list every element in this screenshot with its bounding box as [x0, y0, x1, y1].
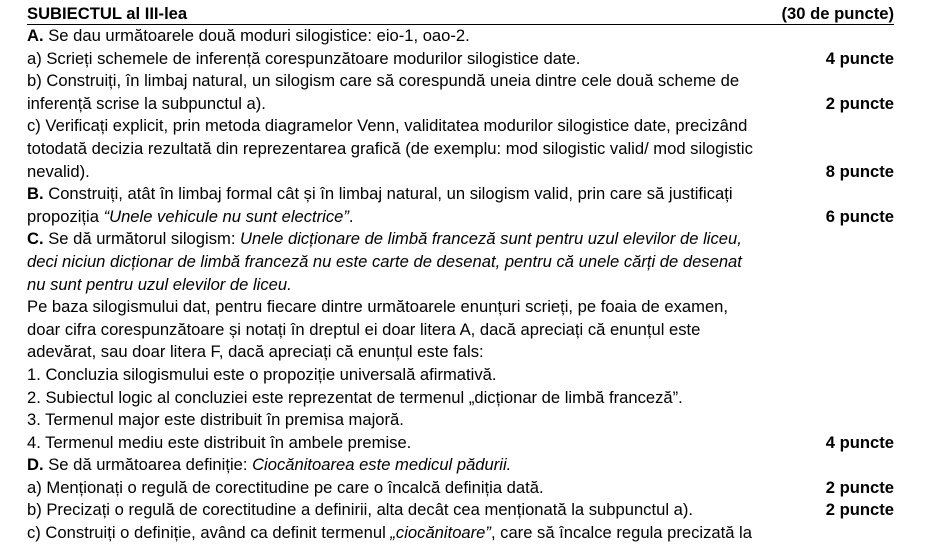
- part-a-item-b-line1: b) Construiți, în limbaj natural, un silogism care să corespundă uneia dintre cele două scheme de: [27, 71, 740, 91]
- part-b-line1: B. Construiți, atât în limbaj formal cât și în limbaj natural, un silogism valid, prin care să justificați: [27, 184, 733, 204]
- part-d-item-a: a) Menționați o regulă de corectitudine pe care o încalcă definiția dată. 2 puncte: [27, 477, 894, 497]
- part-c-line3: nu sunt pentru uzul elevilor de liceu.: [27, 274, 292, 294]
- part-a-item-c-line1: c) Verificați explicit, prin metoda diagramelor Venn, validitatea modurilor silogistice date, precizând: [27, 116, 748, 136]
- section-points: (30 de puncte): [781, 4, 894, 23]
- part-a-item-c-line3: nevalid). 8 puncte: [27, 161, 894, 181]
- part-c-para-line3: adevărat, sau doar litera F, dacă apreciați că enunțul este fals:: [27, 342, 484, 362]
- part-a-item-c-line2: totodată decizia rezultată din reprezentarea grafică (de exemplu: mod silogistic valid/ mod silogistic: [27, 138, 753, 158]
- part-c-item-1: 1. Concluzia silogismului este o propoziție universală afirmativă.: [27, 364, 497, 384]
- part-a-item-a: a) Scrieți schemele de inferență corespunzătoare modurilor silogistice date. 4 puncte: [27, 48, 894, 68]
- section-title: SUBIECTUL al III-lea: [27, 4, 188, 23]
- part-c-line2: deci niciun dicționar de limbă franceză nu este carte de desenat, pentru că unele cărți de desenat: [27, 251, 742, 271]
- part-c-para-line2: doar cifra corespunzătoare și notați în dreptul ei doar litera A, dacă apreciați că enunțul este: [27, 319, 701, 339]
- part-a-intro: A. Se dau următoarele două moduri silogistice: eio-1, oao-2.: [27, 26, 470, 45]
- section-header: [27, 4, 894, 25]
- part-b-line2: propoziția “Unele vehicule nu sunt electrice”. 6 puncte: [27, 206, 894, 226]
- part-c-item-4: 4. Termenul mediu este distribuit în ambele premise. 4 puncte: [27, 432, 894, 452]
- part-d-item-c: c) Construiți o definiție, având ca definit termenul „ciocănitoare”, care să încalce regula precizată la: [27, 523, 752, 543]
- part-d-item-b: b) Precizați o regulă de corectitudine a definirii, alta decât cea menționată la subpunctul a). 2 puncte: [27, 500, 894, 520]
- part-c-item-3: 3. Termenul major este distribuit în premisa majoră.: [27, 410, 404, 430]
- part-d-intro: D. Se dă următoarea definiție: Ciocănitoarea este medicul pădurii.: [27, 455, 512, 475]
- part-c-item-2: 2. Subiectul logic al concluziei este reprezentat de termenul „dicționar de limbă franceză”.: [27, 387, 683, 407]
- part-c-para-line1: Pe baza silogismului dat, pentru fiecare dintre următoarele enunțuri scrieți, pe foaia de examen,: [27, 297, 729, 317]
- part-a-item-b-line2: inferență scrise la subpunctul a). 2 puncte: [27, 93, 894, 113]
- part-c-line1: C. Se dă următorul silogism: Unele dicționare de limbă franceză sunt pentru uzul elevilor de liceu,: [27, 229, 742, 249]
